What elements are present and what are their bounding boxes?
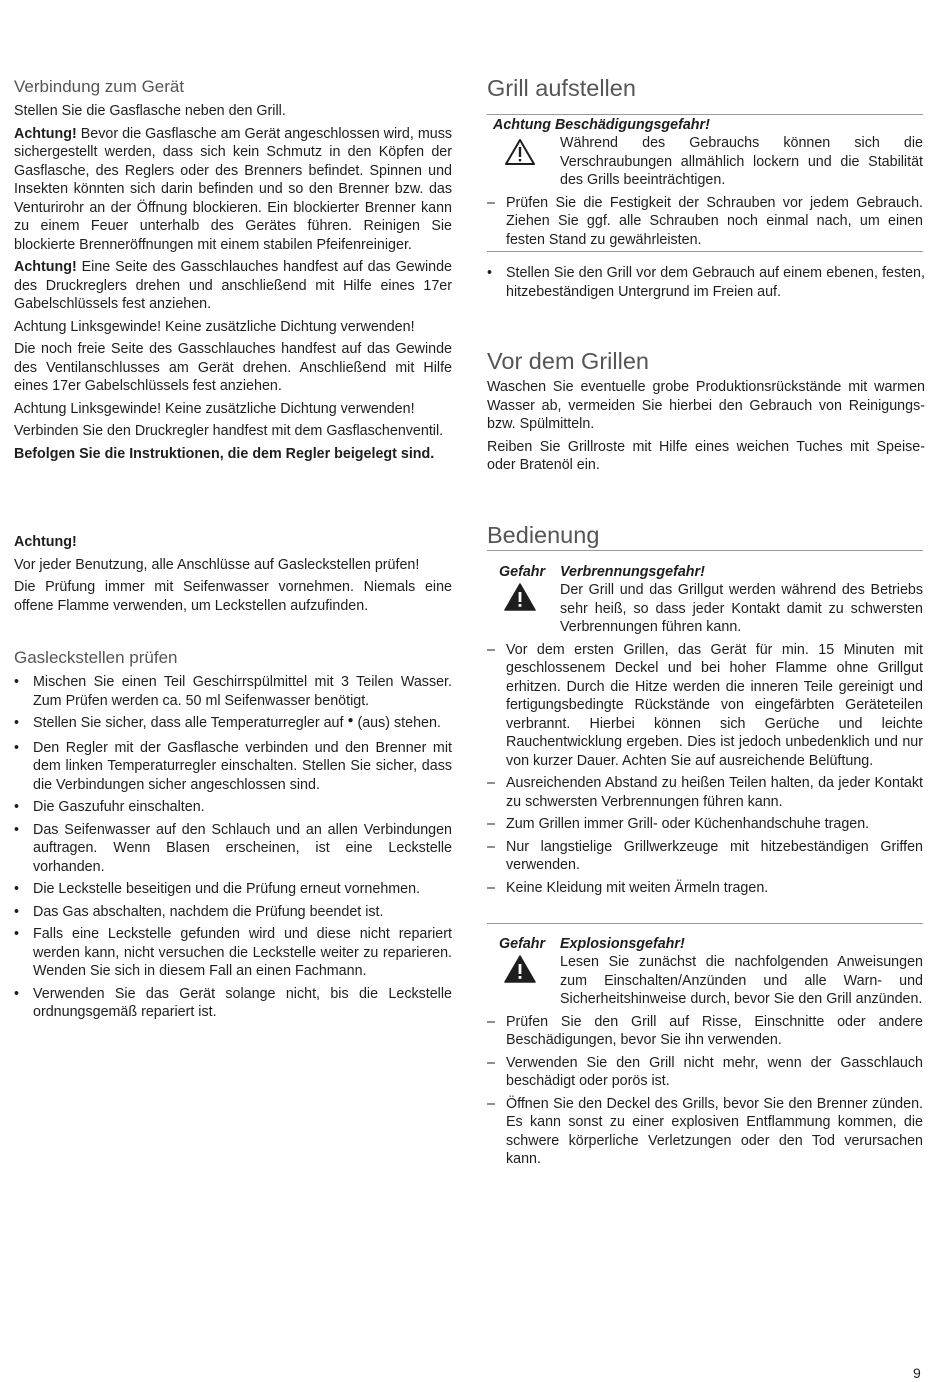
danger-text: Lesen Sie zunächst die nachfolgenden Anweisungen zum Einschalten/Anzünden und alle Warn- und Sicherheitshinweise durch, bevor Sie den Grill anzünden. [560,954,923,1007]
emphasis: Achtung! [14,125,77,142]
gasleck-list [14,673,452,1026]
list-item: • Die Gaszufuhr einschalten. [14,798,452,817]
paragraph [14,258,452,314]
list-item: • Den Regler mit der Gasflasche verbinden und den Brenner mit dem linken Temperaturregler einschalten. Stellen Sie sicher, dass die Verbindungen sicher angeschlossen sind. [14,739,452,795]
paragraph: Verbinden Sie den Druckregler handfest mit dem Gasflaschenventil. [14,423,444,439]
section-heading-vor-dem-grillen: Vor dem Grillen [487,348,649,374]
text: (aus) stehen. [353,715,441,731]
list-item: • Stellen Sie den Grill vor dem Gebrauch auf einem ebenen, festen, hitzebeständigen Untergrund im Freien auf. [487,264,925,301]
section-heading-verbindung: Verbindung zum Gerät [14,77,185,96]
warning-dash-list [487,194,923,250]
danger-header [487,563,923,581]
list-item: – Prüfen Sie den Grill auf Risse, Einschnitte oder andere Beschädigungen, bevor Sie ihn verwenden. [487,1013,923,1050]
paragraph: Stellen Sie die Gasflasche neben den Grill. [14,103,286,119]
list-item: • Die Leckstelle beseitigen und die Prüfung erneut vornehmen. [14,880,452,899]
paragraph: Achtung Linksgewinde! Keine zusätzliche Dichtung verwenden! [14,400,415,417]
list-item: – Nur langstielige Grillwerkzeuge mit hitzebeständigen Griffen verwenden. [487,838,923,875]
emphasis: Achtung! [14,259,77,275]
list-item: • Verwenden Sie das Gerät solange nicht, bis die Leckstelle ordnungsgemäß repariert ist. [14,985,452,1022]
paragraph: Die noch freie Seite des Gasschlauches handfest auf das Gewinde des Ventilanschlusses am Gerät drehen. Anschließend mit Hilfe eines 17er Gabelschlüssels fest anziehen. [14,341,452,394]
list-item: • Falls eine Leckstelle gefunden wird und diese nicht repariert werden kann, nicht versuchen die Leckstelle weiter zu reparieren. Wenden Sie sich in diesem Fall an einen Fachmann. [14,925,452,981]
danger-text: Der Grill und das Grillgut werden während des Betriebs sehr heiß, so dass jeder Kontakt damit zu schwersten Verbrennungen führen kann. [560,582,923,635]
verbindung-body [14,102,452,467]
warning-triangle-filled-icon [504,955,536,989]
danger-label: Verbrennungsgefahr! [560,564,705,580]
warning-triangle-filled-icon [504,583,536,617]
list-item: – Zum Grillen immer Grill- oder Küchenhandschuhe tragen. [487,815,923,834]
paragraph [14,125,452,255]
list-item: • Mischen Sie einen Teil Geschirrspülmittel mit 3 Teilen Wasser. Zum Prüfen werden ca. 50 ml Seifenwasser benötigt. [14,673,452,710]
list-item: – Verwenden Sie den Grill nicht mehr, wenn der Gasschlauch beschädigt oder porös ist. [487,1054,923,1091]
text: Eine Seite des Gasschlauches handfest auf das Gewinde des Druckreglers drehen und anschließend mit Hilfe eines 17er Gabelschlüssels fest anziehen. [14,259,452,312]
paragraph: Achtung Linksgewinde! Keine zusätzliche Dichtung verwenden! [14,318,415,335]
list-item: • Das Gas abschalten, nachdem die Prüfung beendet ist. [14,903,452,922]
achtung-block [14,533,452,619]
list-item: • Das Seifenwasser auf den Schlauch und an allen Verbindungen auftragen. Wenn Blasen erscheinen, ist eine Leckstelle vorhanden. [14,821,452,877]
warning-triangle-outline-icon [504,138,536,172]
danger-block-explosion [487,923,923,1173]
grill-bullet-list [487,264,925,305]
warning-text-block [487,134,923,190]
danger-label: Explosionsgefahr! [560,936,685,952]
list-item: – Keine Kleidung mit weiten Ärmeln tragen. [487,879,923,898]
warning-box-damage [487,114,923,252]
list-item: – Ausreichenden Abstand zu heißen Teilen halten, da jeder Kontakt zu schwersten Verbrennungen führen kann. [487,774,923,811]
section-heading-gasleck: Gasleckstellen prüfen [14,648,178,667]
off-symbol-icon: ● [347,715,354,726]
section-heading-bedienung: Bedienung [487,522,600,548]
list-item [14,714,452,735]
warning-text: Während des Gebrauchs können sich die Verschraubungen allmählich lockern und die Stabilität des Grills beeinträchtigen. [560,135,923,188]
list-item: – Öffnen Sie den Deckel des Grills, bevor Sie den Brenner zünden. Es kann sonst zu einer explosiven Entflammung kommen, die schwere körperliche Verletzungen oder den Tod verursachen kann. [487,1095,923,1169]
paragraph: Reiben Sie Grillroste mit Hilfe eines weichen Tuches mit Speise- oder Bratenöl ein. [487,438,925,473]
paragraph: Die Prüfung immer mit Seifenwasser vornehmen. Niemals eine offene Flamme verwenden, um Leckstellen aufzufinden. [14,579,452,614]
paragraph: Waschen Sie eventuelle grobe Produktionsrückstände mit warmen Wasser ab, vermeiden Sie hierbei den Gebrauch von Reinigungs- bzw. Spülmitteln. [487,379,925,432]
text: Stellen Sie sicher, dass alle Temperaturregler auf [33,715,348,731]
danger-dash-list [487,1013,923,1169]
danger-text-block [487,953,923,1009]
page-number: 9 [913,1365,921,1381]
danger-block-burn [487,550,923,901]
danger-text-block [487,581,923,637]
achtung-heading: Achtung! [14,534,77,550]
danger-dash-list [487,641,923,898]
vor-dem-grillen-body [487,378,925,479]
danger-word: Gefahr [499,564,546,580]
list-item: – Prüfen Sie die Festigkeit der Schrauben vor jedem Gebrauch. Ziehen Sie ggf. alle Schrauben noch einmal nach, um einen festen Stand zu gewährleisten. [487,194,923,250]
danger-header [487,935,923,953]
paragraph: Vor jeder Benutzung, alle Anschlüsse auf Gasleckstellen prüfen! [14,556,420,573]
list-item: – Vor dem ersten Grillen, das Gerät für min. 15 Minuten mit geschlossenem Deckel und bei hoher Flamme ohne Grillgut erhitzen. Durch die Hitze werden die inneren Teile gereinigt und fertigungsbedingte Rückstände von eingefärbten Geräteteilen verbrannt. Hierbei können sich Gerüche und leichte Rauchentwicklung ergeben. Dies ist jedoch unbedenklich und nur von kurzer Dauer. Achten Sie auf ausreichende Belüftung. [487,641,923,771]
paragraph-bold: Befolgen Sie die Instruktionen, die dem Regler beigelegt sind. [14,445,435,462]
danger-word: Gefahr [499,936,546,952]
warning-label: Achtung Beschädigungsgefahr! [493,117,710,133]
section-heading-grill: Grill aufstellen [487,75,636,101]
text: Bevor die Gasflasche am Gerät angeschlossen wird, muss sichergestellt werden, dass sich kein Schmutz in den Köpfen der Gasflasche, des Reglers oder des Brenners befindet. Spinnen und Insekten könnten sich darin befinden und so den Brenner bzw. das Venturirohr an der Öffnung blockieren. Ein blockierter Brenner kann zu einem Feuer unterhalb des Gerätes führen. Reinigen Sie blockierte Brenneröffnungen mit einem stabilen Pfeifenreiniger. [14,125,452,253]
